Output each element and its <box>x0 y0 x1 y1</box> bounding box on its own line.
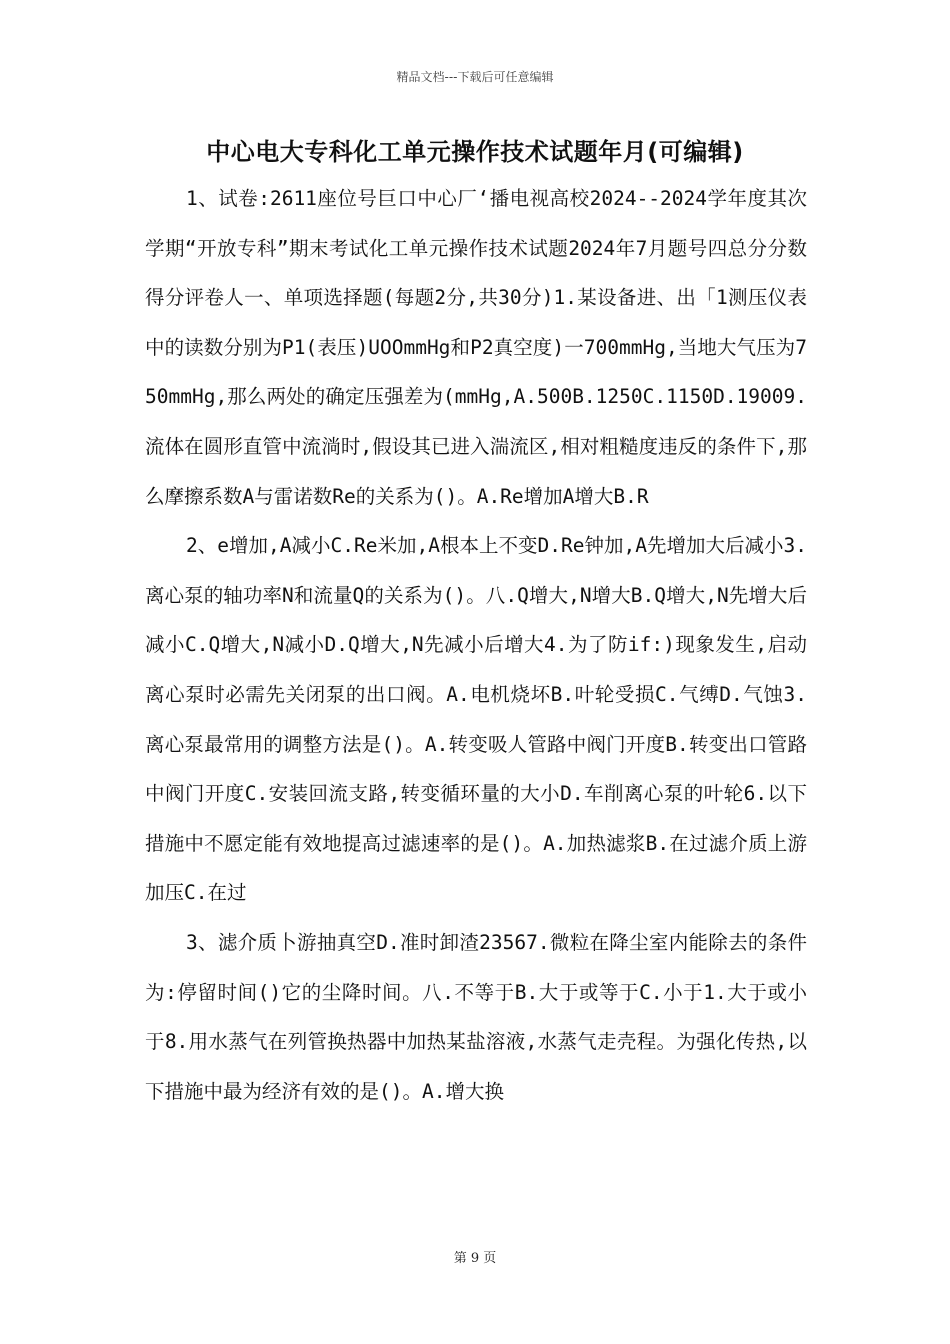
page-number: 第 9 页 <box>453 1251 497 1266</box>
paragraph-3: 3、滤介质卜游抽真空D.准时卸渣23567.微粒在降尘室内能除去的条件为:停留时间()它的尘降时间。八.不等于B.大于或等于C.小于1.大于或小于8.用水蒸气在列管换热器中加热某盐溶液,水蒸气走壳程。为强化传热,以下措施中最为经济有效的是()。A.增大换 <box>145 930 807 1103</box>
paragraph-2: 2、e增加,A减小C.Re米加,A根本上不变D.Re钟加,A先增加大后减小3.离心泵的轴功率N和流量Q的关系为()。八.Q增大,N增大B.Q增大,N先增大后减小C.Q增大,N减小D.Q增大,N先减小后增大4.为了防if:)现象发生,启动离心泵时必需先关闭泵的出口阀。A.电机烧坏B.叶轮受损C.气缚D.气蚀3.离心泵最常用的调整方法是()。A.转变吸人管路中阀门开度B.转变出口管路中阀门开度C.安装回流支路,转变循环量的大小D.车削离心泵的叶轮6.以下措施中不愿定能有效地提高过滤速率的是()。A.加热滤浆B.在过滤介质上游加压C.在过 <box>145 534 807 905</box>
document-body <box>145 174 807 1116</box>
document-title: 中心电大专科化工单元操作技术试题年月(可编辑) <box>206 138 744 166</box>
paragraph-1: 1、试卷:2611座位号巨口中心厂‘播电视高校2024--2024学年度其次学期“开放专科”期末考试化工单元操作技术试题2024年7月题号四总分分数得分评卷人一、单项选择题(每题2分,共30分)1.某设备进、出「1测压仪表中的读数分别为P1(表压)UOOmmHg和P2真空度)一700mmHg,当地大气压为750mmHg,那么两处的确定压强差为(mmHg,A.500B.1250C.1150D.19009.流体在圆形直管中流淌时,假设其已进入湍流区,相对粗糙度违反的条件下,那么摩擦系数A与雷诺数Re的关系为()。A.Re增加A增大B.R <box>145 187 807 508</box>
header-note: 精品文档---下载后可任意编辑 <box>396 70 554 84</box>
